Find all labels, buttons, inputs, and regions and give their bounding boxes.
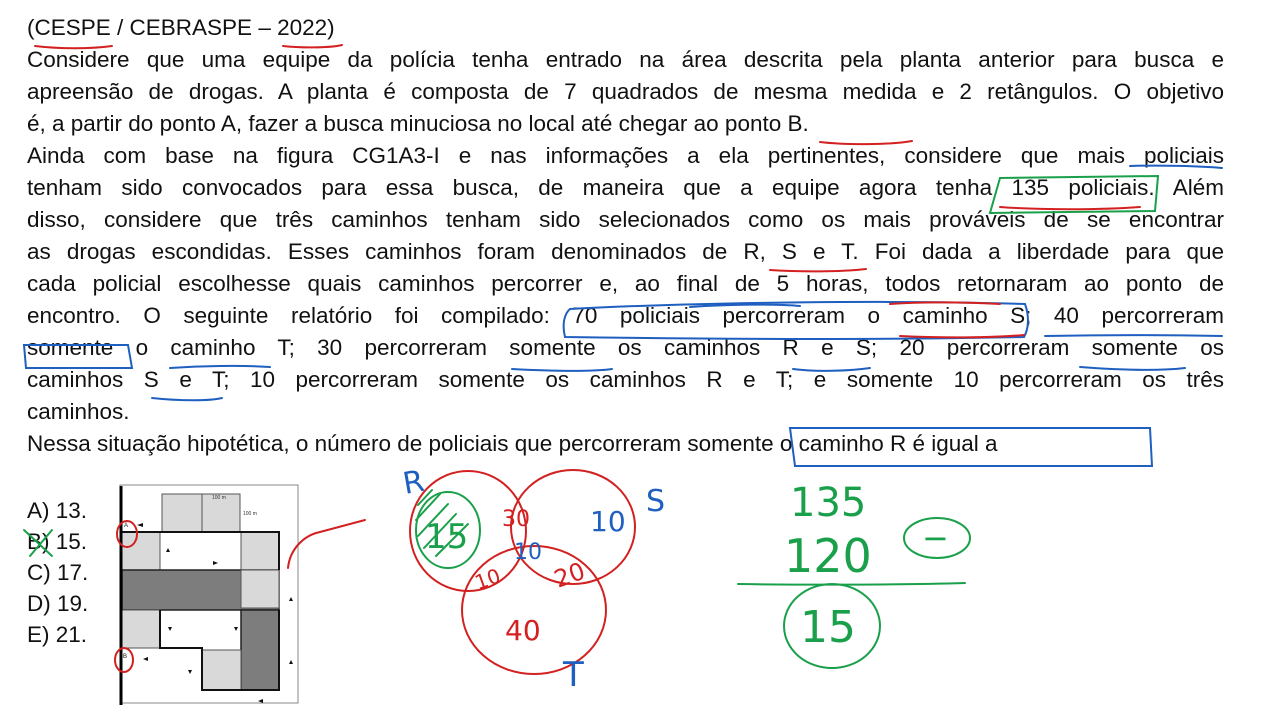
venn-label-t: T — [563, 655, 584, 695]
venn-rs: 30 — [502, 507, 530, 532]
venn-st: 20 — [550, 556, 589, 594]
blue-box-70-s — [564, 302, 1028, 339]
calc-result: 15 — [800, 602, 856, 653]
blue-underline — [170, 366, 270, 368]
question-line: Nessa situação hipotética, o número de policiais que percorreram somente o caminho R é igual a — [27, 431, 998, 456]
green-result-line — [738, 583, 965, 585]
red-arrow-stroke — [288, 520, 365, 568]
venn-label-r: R — [400, 463, 427, 502]
point-b-label: B — [123, 654, 128, 660]
question-line: somente o caminho T; 30 percorreram somente os caminhos R e S; 20 percorreram somente os — [27, 335, 1224, 360]
question-line: é, a partir do ponto A, fazer a busca minuciosa no local até chegar ao ponto B. — [27, 111, 809, 136]
option-b[interactable]: B) 15. — [27, 529, 88, 554]
question-line: apreensão de drogas. A planta é composta de 7 quadrados de mesma medida e 2 retângulos. O objetivo — [27, 79, 1224, 104]
question-line: encontro. O seguinte relatório foi compilado: 70 policiais percorreram o caminho S; 40 percorreram — [27, 303, 1224, 328]
floor-plan — [120, 485, 298, 705]
question-line: as drogas escondidas. Esses caminhos foram denominados de R, S e T. Foi dada a liberdade para que — [27, 239, 1224, 264]
venn-rst: 10 — [514, 540, 542, 565]
venn-s-only: 10 — [590, 505, 626, 538]
blue-box-somente — [24, 345, 132, 368]
venn-rt: 10 — [471, 563, 504, 595]
green-text — [425, 480, 949, 653]
dim-top-label: 100 m — [212, 495, 226, 501]
question-line: caminhos. — [27, 399, 130, 424]
option-d[interactable]: D) 19. — [27, 591, 89, 616]
red-underline — [770, 269, 866, 271]
blue-underline — [690, 305, 800, 307]
question-line: tenham sido convocados para essa busca, de maneira que a equipe agora tenha 135 policiais. Além — [27, 175, 1224, 200]
option-a[interactable]: A) 13. — [27, 498, 88, 523]
blue-underline — [793, 368, 870, 371]
question-source: (CESPE / CEBRASPE – 2022) — [27, 15, 335, 40]
blue-underline — [512, 369, 612, 371]
calc-minus: − — [922, 519, 949, 557]
venn-r-only: 15 — [425, 517, 469, 557]
red-underline — [820, 141, 912, 144]
point-a-label: A — [124, 523, 129, 529]
blue-box-somente-r — [790, 428, 1152, 466]
venn-labels-blue — [400, 464, 665, 695]
red-underline — [900, 335, 1024, 337]
venn-t-only: 40 — [505, 614, 541, 647]
option-e[interactable]: E) 21. — [27, 622, 88, 647]
blue-annotations — [24, 166, 1222, 466]
question-line: cada policial escolhesse quais caminhos percorrer e, ao final de 5 horas, todos retornaram ao ponto de — [27, 271, 1224, 296]
red-underline — [1000, 207, 1140, 209]
option-c[interactable]: C) 17. — [27, 560, 89, 585]
venn-numbers-red — [472, 507, 589, 647]
red-underline — [35, 46, 112, 48]
question-line: caminhos S e T; 10 percorreram somente os caminhos R e T; e somente 10 percorreram os três — [27, 367, 1224, 392]
dim-side-label: 100 m — [243, 511, 257, 517]
red-underline — [890, 303, 1000, 305]
blue-underline — [1045, 335, 1222, 336]
blue-underline — [1080, 367, 1185, 370]
green-x-mark — [24, 530, 52, 556]
question-line: Ainda com base na figura CG1A3-I e nas informações a ela pertinentes, considere que mais policiais — [27, 143, 1224, 168]
venn-label-s: S — [646, 484, 666, 519]
blue-underline — [152, 398, 222, 400]
calc-sum: 120 — [784, 529, 872, 583]
venn-circle-t — [462, 546, 606, 674]
red-underline — [283, 45, 342, 47]
question-line: disso, considere que três caminhos tenham sido selecionados como os mais prováveis de se encontrar — [27, 207, 1224, 232]
blue-underline — [1130, 166, 1222, 168]
question-line: Considere que uma equipe da polícia tenha entrado na área descrita pela planta anterior para busca e — [27, 47, 1224, 72]
calc-total: 135 — [790, 480, 867, 526]
